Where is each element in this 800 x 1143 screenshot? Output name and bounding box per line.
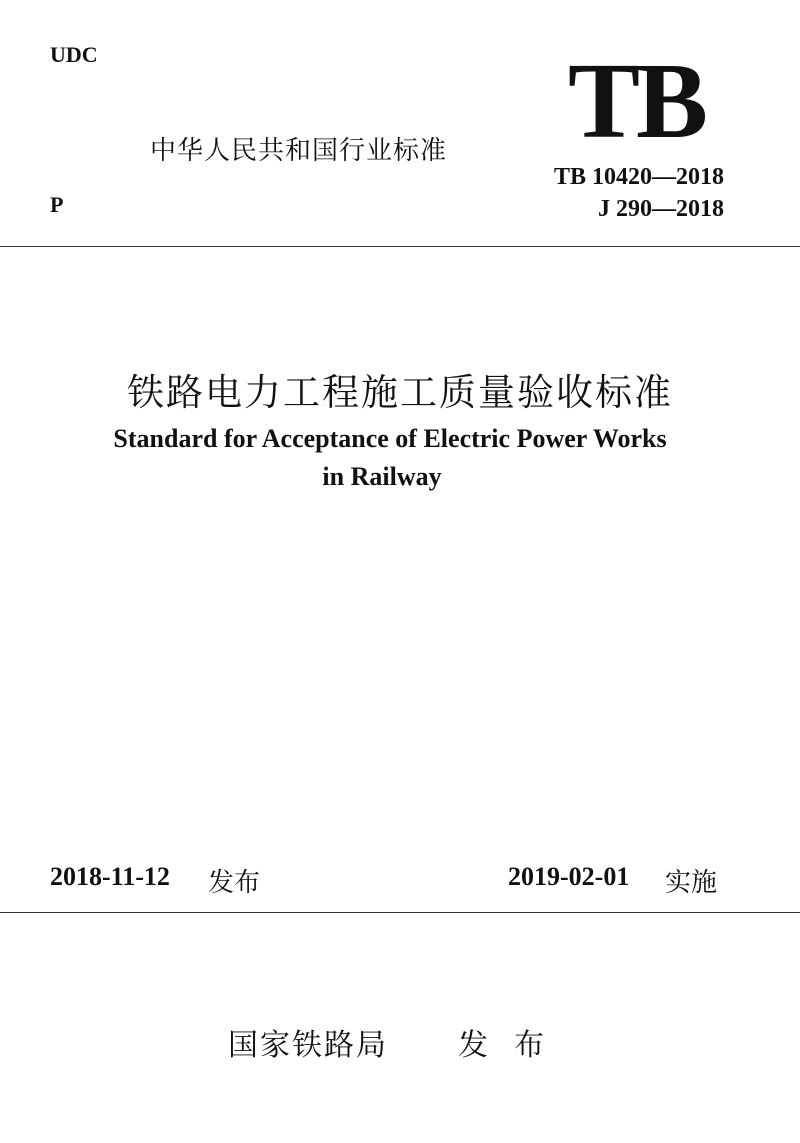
implementation-date: 2019-02-01 [508, 862, 630, 891]
implementation-label: 实施 [665, 868, 718, 898]
standard-number: TB 10420—2018 [553, 164, 724, 190]
udc-label: UDC [50, 42, 98, 67]
publisher: 国家铁路局 [228, 1028, 388, 1063]
title-chinese: 铁路电力工程施工质量验收标准 [127, 371, 673, 414]
issue-date: 2018-11-12 [50, 862, 170, 891]
issue-label: 发布 [208, 868, 261, 898]
title-english-line1: Standard for Acceptance of Electric Power Works [113, 424, 667, 453]
title-english-line2: in Railway [322, 462, 442, 491]
industry-standard-heading: 中华人民共和国行业标准 [150, 136, 448, 166]
top-divider [0, 246, 800, 247]
bottom-divider [0, 912, 800, 913]
publish-label: 发布 [458, 1028, 570, 1063]
classification-label: P [50, 192, 64, 217]
record-number: J 290—2018 [598, 196, 724, 222]
tb-logo: TB [568, 42, 705, 161]
